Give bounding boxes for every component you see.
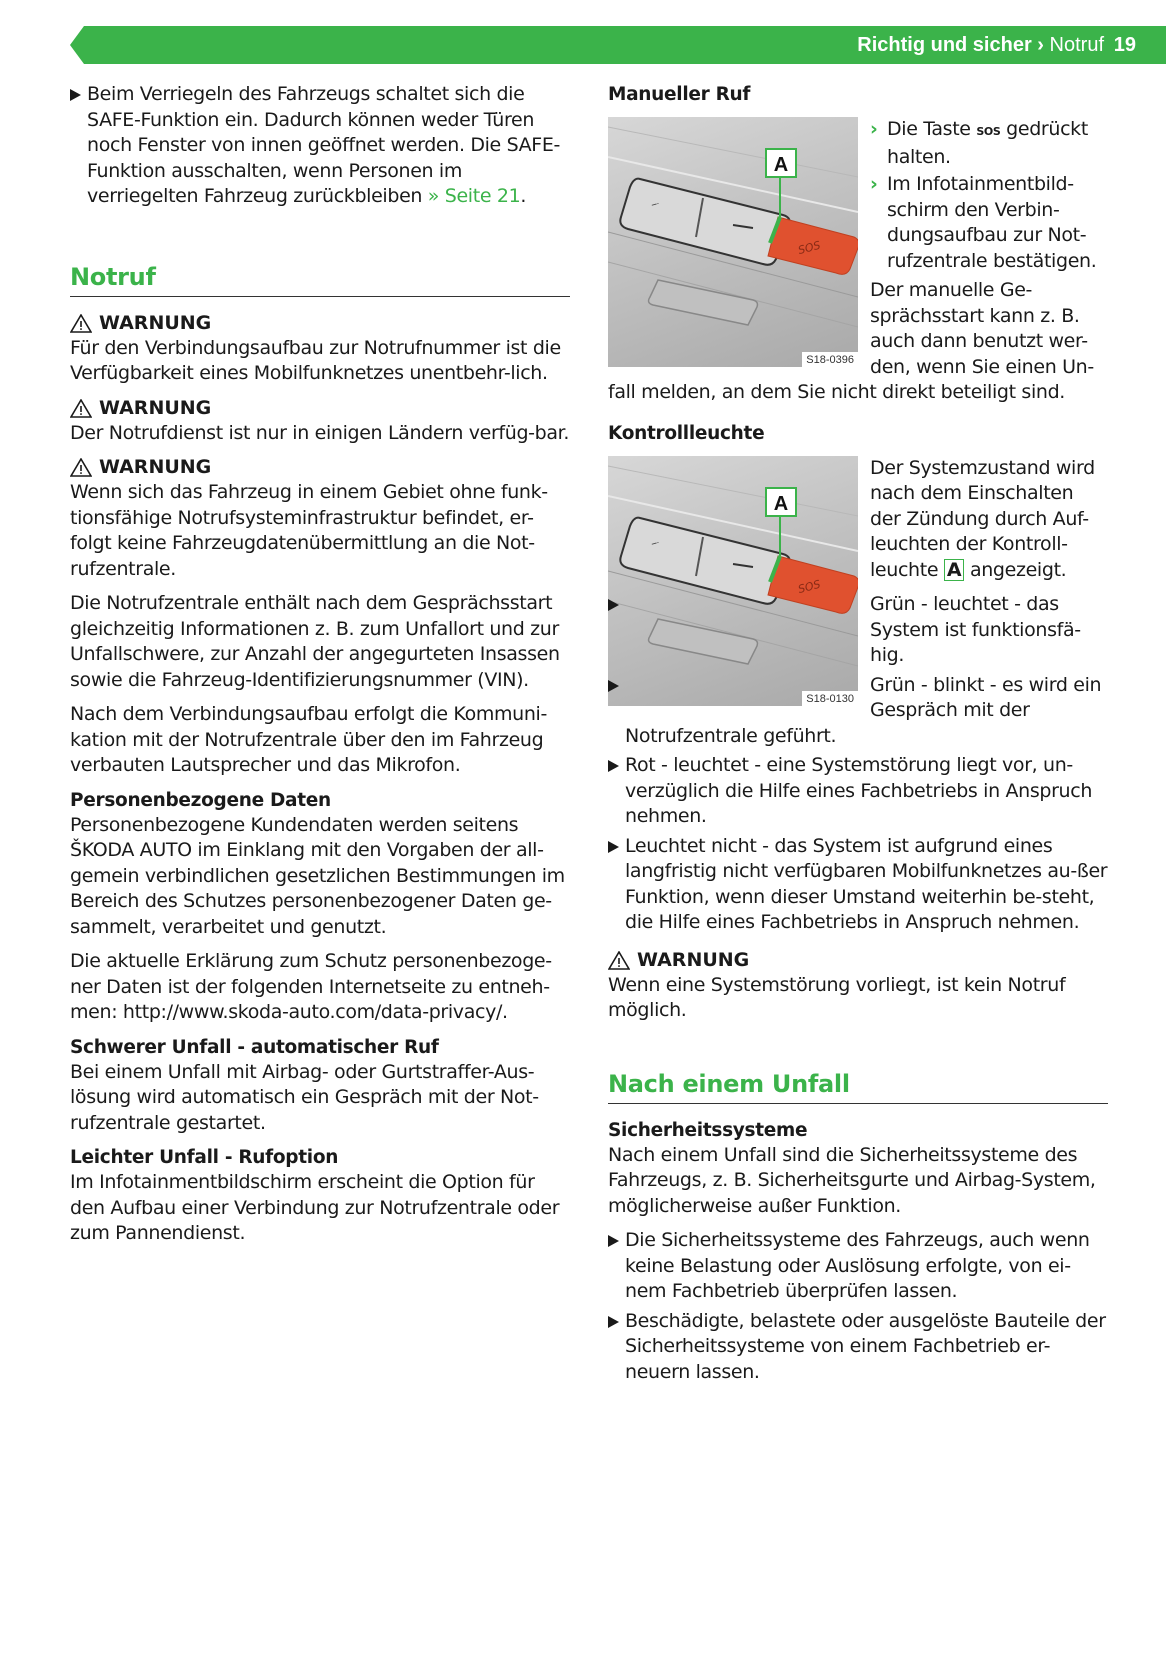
step-item	[870, 172, 1108, 274]
safety-systems-text: Nach einem Unfall sind die Sicherheitssysteme des Fahrzeugs, z. B. Sicherheitsgurte und Airbag-System, möglicherweise außer Funktion.	[608, 1143, 1096, 1217]
console-illustration	[608, 117, 858, 367]
bullet-triangle-icon	[608, 841, 619, 853]
severe-accident-text: Bei einem Unfall mit Airbag- oder Gurtstraffer-Aus-lösung wird automatisch ein Gespräch mit der Not-rufzentrale gestartet.	[70, 1060, 539, 1134]
intro-bullet-text: Beim Verriegeln des Fahrzeugs schaltet sich die SAFE-Funktion ein. Dadurch können weder Türen noch Fenster von innen geöffnet werden. Die SAFE-Funktion ausschalten, wenn Personen im verriegelten Fahrzeug zurückbleiben	[87, 83, 561, 207]
indicator-ref-label: A	[944, 559, 964, 581]
step-text: Die Taste	[887, 118, 977, 140]
warning-text: Wenn eine Systemstörung vorliegt, ist kein Notruf möglich.	[608, 973, 1066, 1021]
step-chevron-icon: ›	[870, 118, 878, 140]
paragraph: Nach dem Verbindungsaufbau erfolgt die Kommuni-kation mit der Notrufzentrale über den im Fahrzeug verbauten Lautsprecher und das Mikrofon.	[70, 703, 547, 776]
warning-block	[70, 455, 570, 582]
intro-bullet	[70, 82, 570, 210]
figure-code: S18-0396	[802, 352, 858, 367]
warning-triangle-icon	[70, 399, 92, 418]
warning-title: WARNUNG	[99, 311, 212, 334]
figure-manual-call	[608, 117, 858, 367]
page-link[interactable]: » Seite 21	[427, 185, 521, 207]
warning-text: Wenn sich das Fahrzeug in einem Gebiet ohne funk-tionsfähige Notrufsysteminfrastruktur befindet, er-folgt keine Fahrzeugdatenübermittlung an die Not-rufzentrale.	[70, 481, 548, 580]
page-number: 19	[1113, 34, 1136, 56]
indicator-intro-text: angezeigt.	[964, 558, 1067, 581]
warning-title: WARNUNG	[637, 948, 750, 971]
warning-triangle-icon	[70, 314, 92, 333]
figure-code: S18-0130	[802, 691, 858, 706]
bullet-triangle-icon	[608, 1235, 619, 1247]
warning-triangle-icon	[608, 951, 630, 970]
info-icon: i	[648, 540, 659, 546]
warning-text: Der Notrufdienst ist nur in einigen Ländern verfüg-bar.	[70, 421, 570, 444]
after-accident-text: Die Sicherheitssysteme des Fahrzeugs, auch wenn keine Belastung oder Auslösung erfolgte, von ei-nem Fachbetrieb überprüfen lassen.	[625, 1229, 1090, 1302]
light-accident-text: Im Infotainmentbildschirm erscheint die Option für den Aufbau einer Verbindung zur Notrufzentrale oder zum Pannendienst.	[70, 1171, 560, 1244]
breadcrumb	[857, 33, 1104, 57]
state-item	[608, 592, 1108, 669]
state-text: Leuchtet nicht - das System ist aufgrund eines langfristig nicht verfügbaren Mobilfunknetzes au-ßer Funktion, wenn dieser Umstand weiterhin be-steht, die Hilfe eines Fachbetriebs in Anspruch nehmen.	[625, 834, 1108, 933]
figure-label: A	[773, 154, 789, 176]
state-text: Grün - blinkt - es wird ein Gespräch mit der Notrufzentrale geführt.	[625, 673, 1102, 747]
personal-data-title: Personenbezogene Daten	[70, 789, 331, 811]
after-accident-text: Beschädigte, belastete oder ausgelöste Bauteile der Sicherheitssysteme von einem Fachbetrieb er-neuern lassen.	[625, 1309, 1106, 1383]
sos-label: SOS	[796, 238, 822, 258]
breadcrumb-chapter[interactable]: Richtig und sicher	[857, 34, 1032, 56]
section-title-after-accident: Nach einem Unfall	[608, 1069, 1108, 1104]
bullet-triangle-icon	[608, 680, 619, 692]
state-text: Rot - leuchtet - eine Systemstörung liegt vor, un-verzüglich die Hilfe eines Fachbetriebs in Anspruch nehmen.	[625, 754, 1093, 827]
sos-label: SOS	[796, 577, 822, 596]
manual-call-title: Manueller Ruf	[608, 84, 751, 105]
after-accident-item	[608, 1228, 1108, 1305]
figure-label: A	[773, 492, 789, 515]
warning-triangle-icon	[70, 458, 92, 477]
manual-call-note: Der manuelle Ge-sprächsstart kann z. B. auch dann benutzt wer-den, wenn Sie einen Un-fall melden, an dem Sie nicht direkt beteiligt sind.	[608, 279, 1094, 403]
bullet-triangle-icon	[608, 599, 619, 611]
state-item	[608, 673, 1108, 750]
bullet-triangle-icon	[608, 760, 619, 772]
sos-button-icon: SOS	[976, 125, 1001, 138]
right-column	[608, 82, 1108, 1389]
bullet-triangle-icon	[608, 1316, 619, 1328]
section-title-notruf: Notruf	[70, 262, 570, 297]
warning-block	[70, 311, 570, 387]
warning-text: Für den Verbindungsaufbau zur Notrufnummer ist die Verfügbarkeit eines Mobilfunknetzes unentbehr-lich.	[70, 336, 561, 384]
step-text: gedrückt halten.	[887, 118, 1088, 168]
warning-title: WARNUNG	[99, 396, 212, 419]
warning-block	[70, 396, 570, 447]
severe-accident-title: Schwerer Unfall - automatischer Ruf	[70, 1036, 439, 1058]
state-item	[608, 834, 1108, 936]
safety-systems-title: Sicherheitssysteme	[608, 1119, 808, 1141]
step-text: Im Infotainmentbild-schirm den Verbin-dungsaufbau zur Not-rufzentrale bestätigen.	[887, 173, 1097, 272]
warning-block	[608, 948, 1108, 1024]
step-chevron-icon: ›	[870, 173, 878, 195]
after-accident-item	[608, 1309, 1108, 1386]
state-text: Grün - leuchtet - das System ist funktionsfä-hig.	[870, 593, 1081, 666]
warning-title: WARNUNG	[99, 456, 212, 478]
state-item	[608, 753, 1108, 830]
privacy-text: Die aktuelle Erklärung zum Schutz personenbezoge-ner Daten ist der folgenden Internetseite zu entneh-men: http://www.skoda-auto.com/data-privacy/.	[70, 950, 552, 1023]
bullet-triangle-icon	[70, 89, 81, 101]
breadcrumb-section: Notruf	[1049, 34, 1104, 56]
light-accident-title: Leichter Unfall - Rufoption	[70, 1147, 339, 1168]
info-icon: i	[648, 202, 659, 208]
personal-data-text: Personenbezogene Kundendaten werden seitens ŠKODA AUTO im Einklang mit den Vorgaben der all-gemein verbindlichen gesetzlichen Bestimmungen im Bereich des Schutzes personenbezogener Daten ge-sammelt, verarbeitet und genutzt.	[70, 813, 565, 938]
intro-bullet-end: .	[520, 185, 527, 207]
indicator-intro-text: Der Systemzustand wird nach dem Einschalten der Zündung durch Auf-leuchten der Kontroll-leuchte	[870, 456, 1095, 581]
paragraph: Die Notrufzentrale enthält nach dem Gesprächsstart gleichzeitig Informationen z. B. zum Unfallort und zur Unfallschwere, zur Anzahl der angegurteten Insassen sowie die Fahrzeug-Identifizierungsnummer (VIN).	[70, 592, 560, 691]
breadcrumb-separator: ›	[1037, 34, 1044, 56]
left-column	[70, 82, 570, 1256]
indicator-title: Kontrollleuchte	[608, 422, 765, 444]
step-item	[870, 117, 1108, 170]
